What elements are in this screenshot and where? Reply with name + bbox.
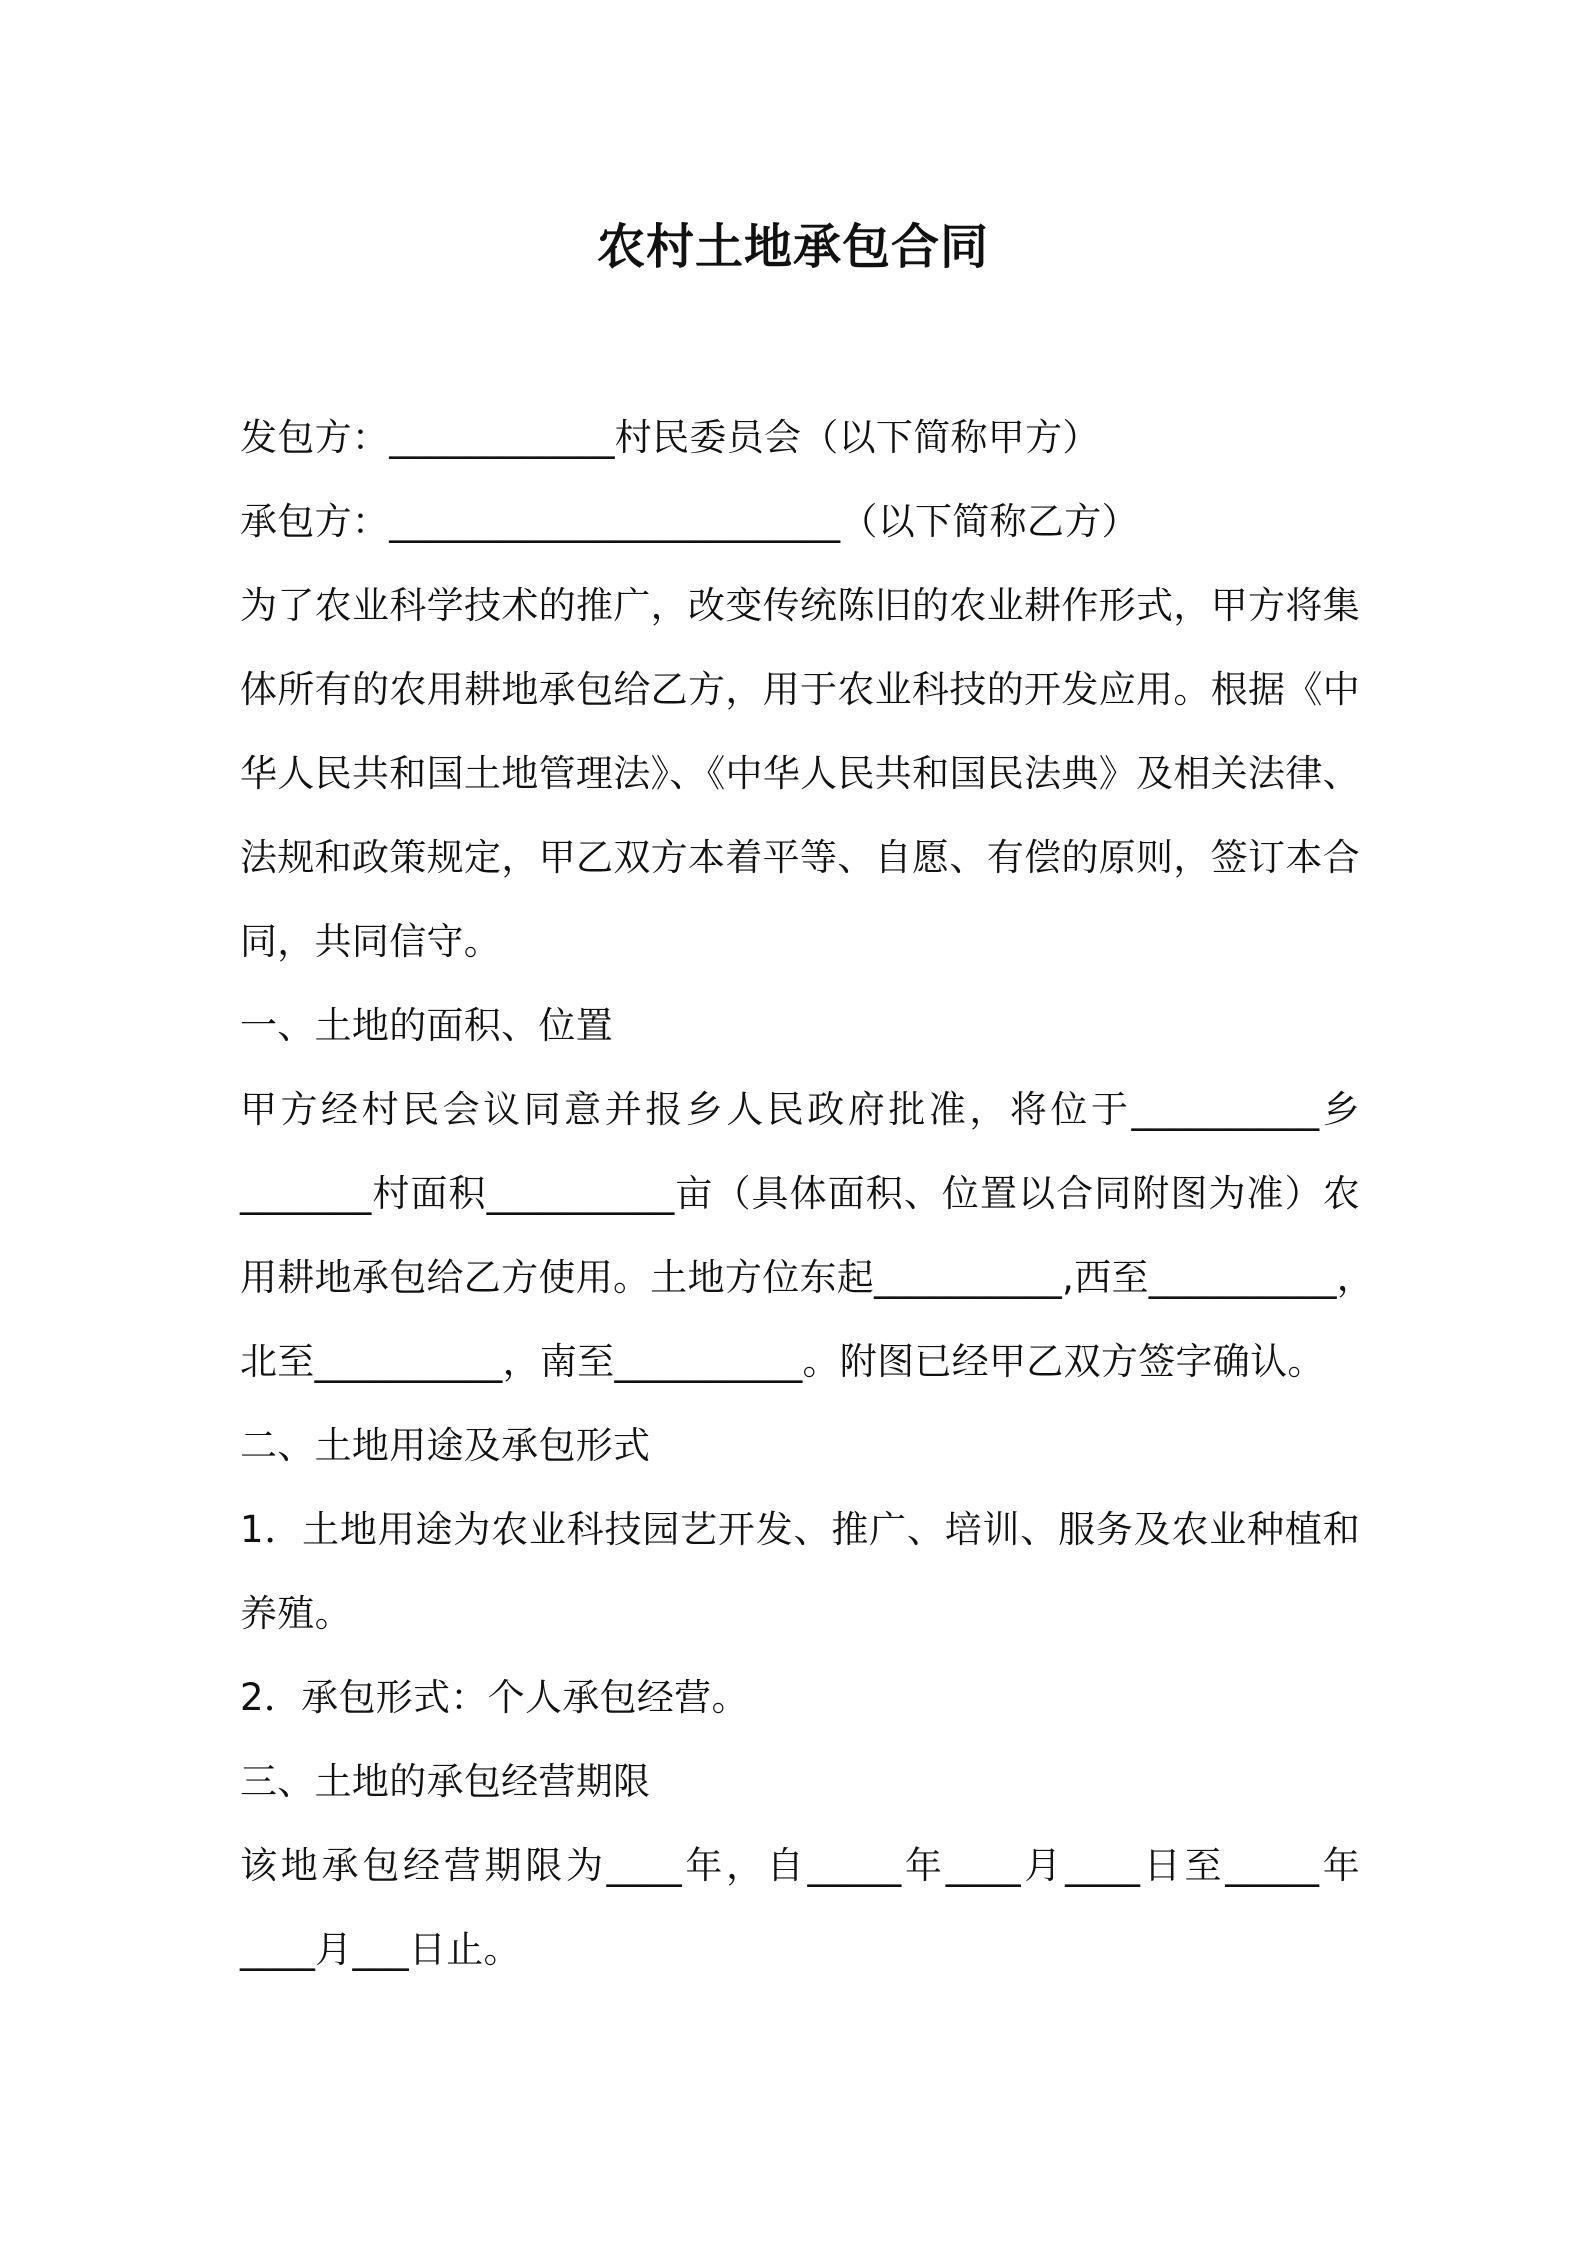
section-heading-3: 三、土地的承包经营期限 [240, 1760, 651, 1803]
section-2-item-1-cont: 养殖。 [240, 1592, 352, 1635]
document-title: 农村土地承包合同 [596, 219, 989, 275]
section-2-item-2: 2．承包形式：个人承包经营。 [240, 1676, 749, 1719]
section-1-text-line: 用耕地承包给乙方使用。土地方位东起__________,西至__________， [240, 1256, 1375, 1299]
section-1-text-line: 甲方经村民会议同意并报乡人民政府批准，将位于__________乡 [240, 1088, 1360, 1131]
section-heading-2: 二、土地用途及承包形式 [240, 1424, 651, 1467]
intro-paragraph-line: 法规和政策规定，甲乙双方本着平等、自愿、有偿的原则，签订本合 [240, 836, 1360, 879]
party-b-line: 承包方：________________________（以下简称乙方） [240, 500, 1139, 543]
section-1-text-line: 北至__________，南至__________。附图已经甲乙双方签字确认。 [240, 1340, 1325, 1383]
intro-paragraph-line: 体所有的农用耕地承包给乙方，用于农业科技的开发应用。根据《中 [240, 668, 1360, 711]
intro-paragraph-line: 华人民共和国土地管理法》、《中华人民共和国民法典》及相关法律、 [240, 752, 1360, 795]
intro-paragraph-line: 为了农业科学技术的推广，改变传统陈旧的农业耕作形式，甲方将集 [240, 584, 1360, 627]
section-2-item-1: 1．土地用途为农业科技园艺开发、推广、培训、服务及农业种植和 [240, 1508, 1360, 1551]
section-3-text-line: ____月___日止。 [240, 1928, 521, 1971]
party-a-line: 发包方：____________村民委员会（以下简称甲方） [240, 416, 1100, 459]
intro-paragraph-line: 同，共同信守。 [240, 920, 502, 963]
section-heading-1: 一、土地的面积、位置 [240, 1004, 613, 1047]
section-1-text-line: _______村面积__________亩（具体面积、位置以合同附图为准）农 [240, 1172, 1360, 1215]
section-3-text-line: 该地承包经营期限为____年，自_____年____月____日至_____年 [240, 1844, 1360, 1887]
